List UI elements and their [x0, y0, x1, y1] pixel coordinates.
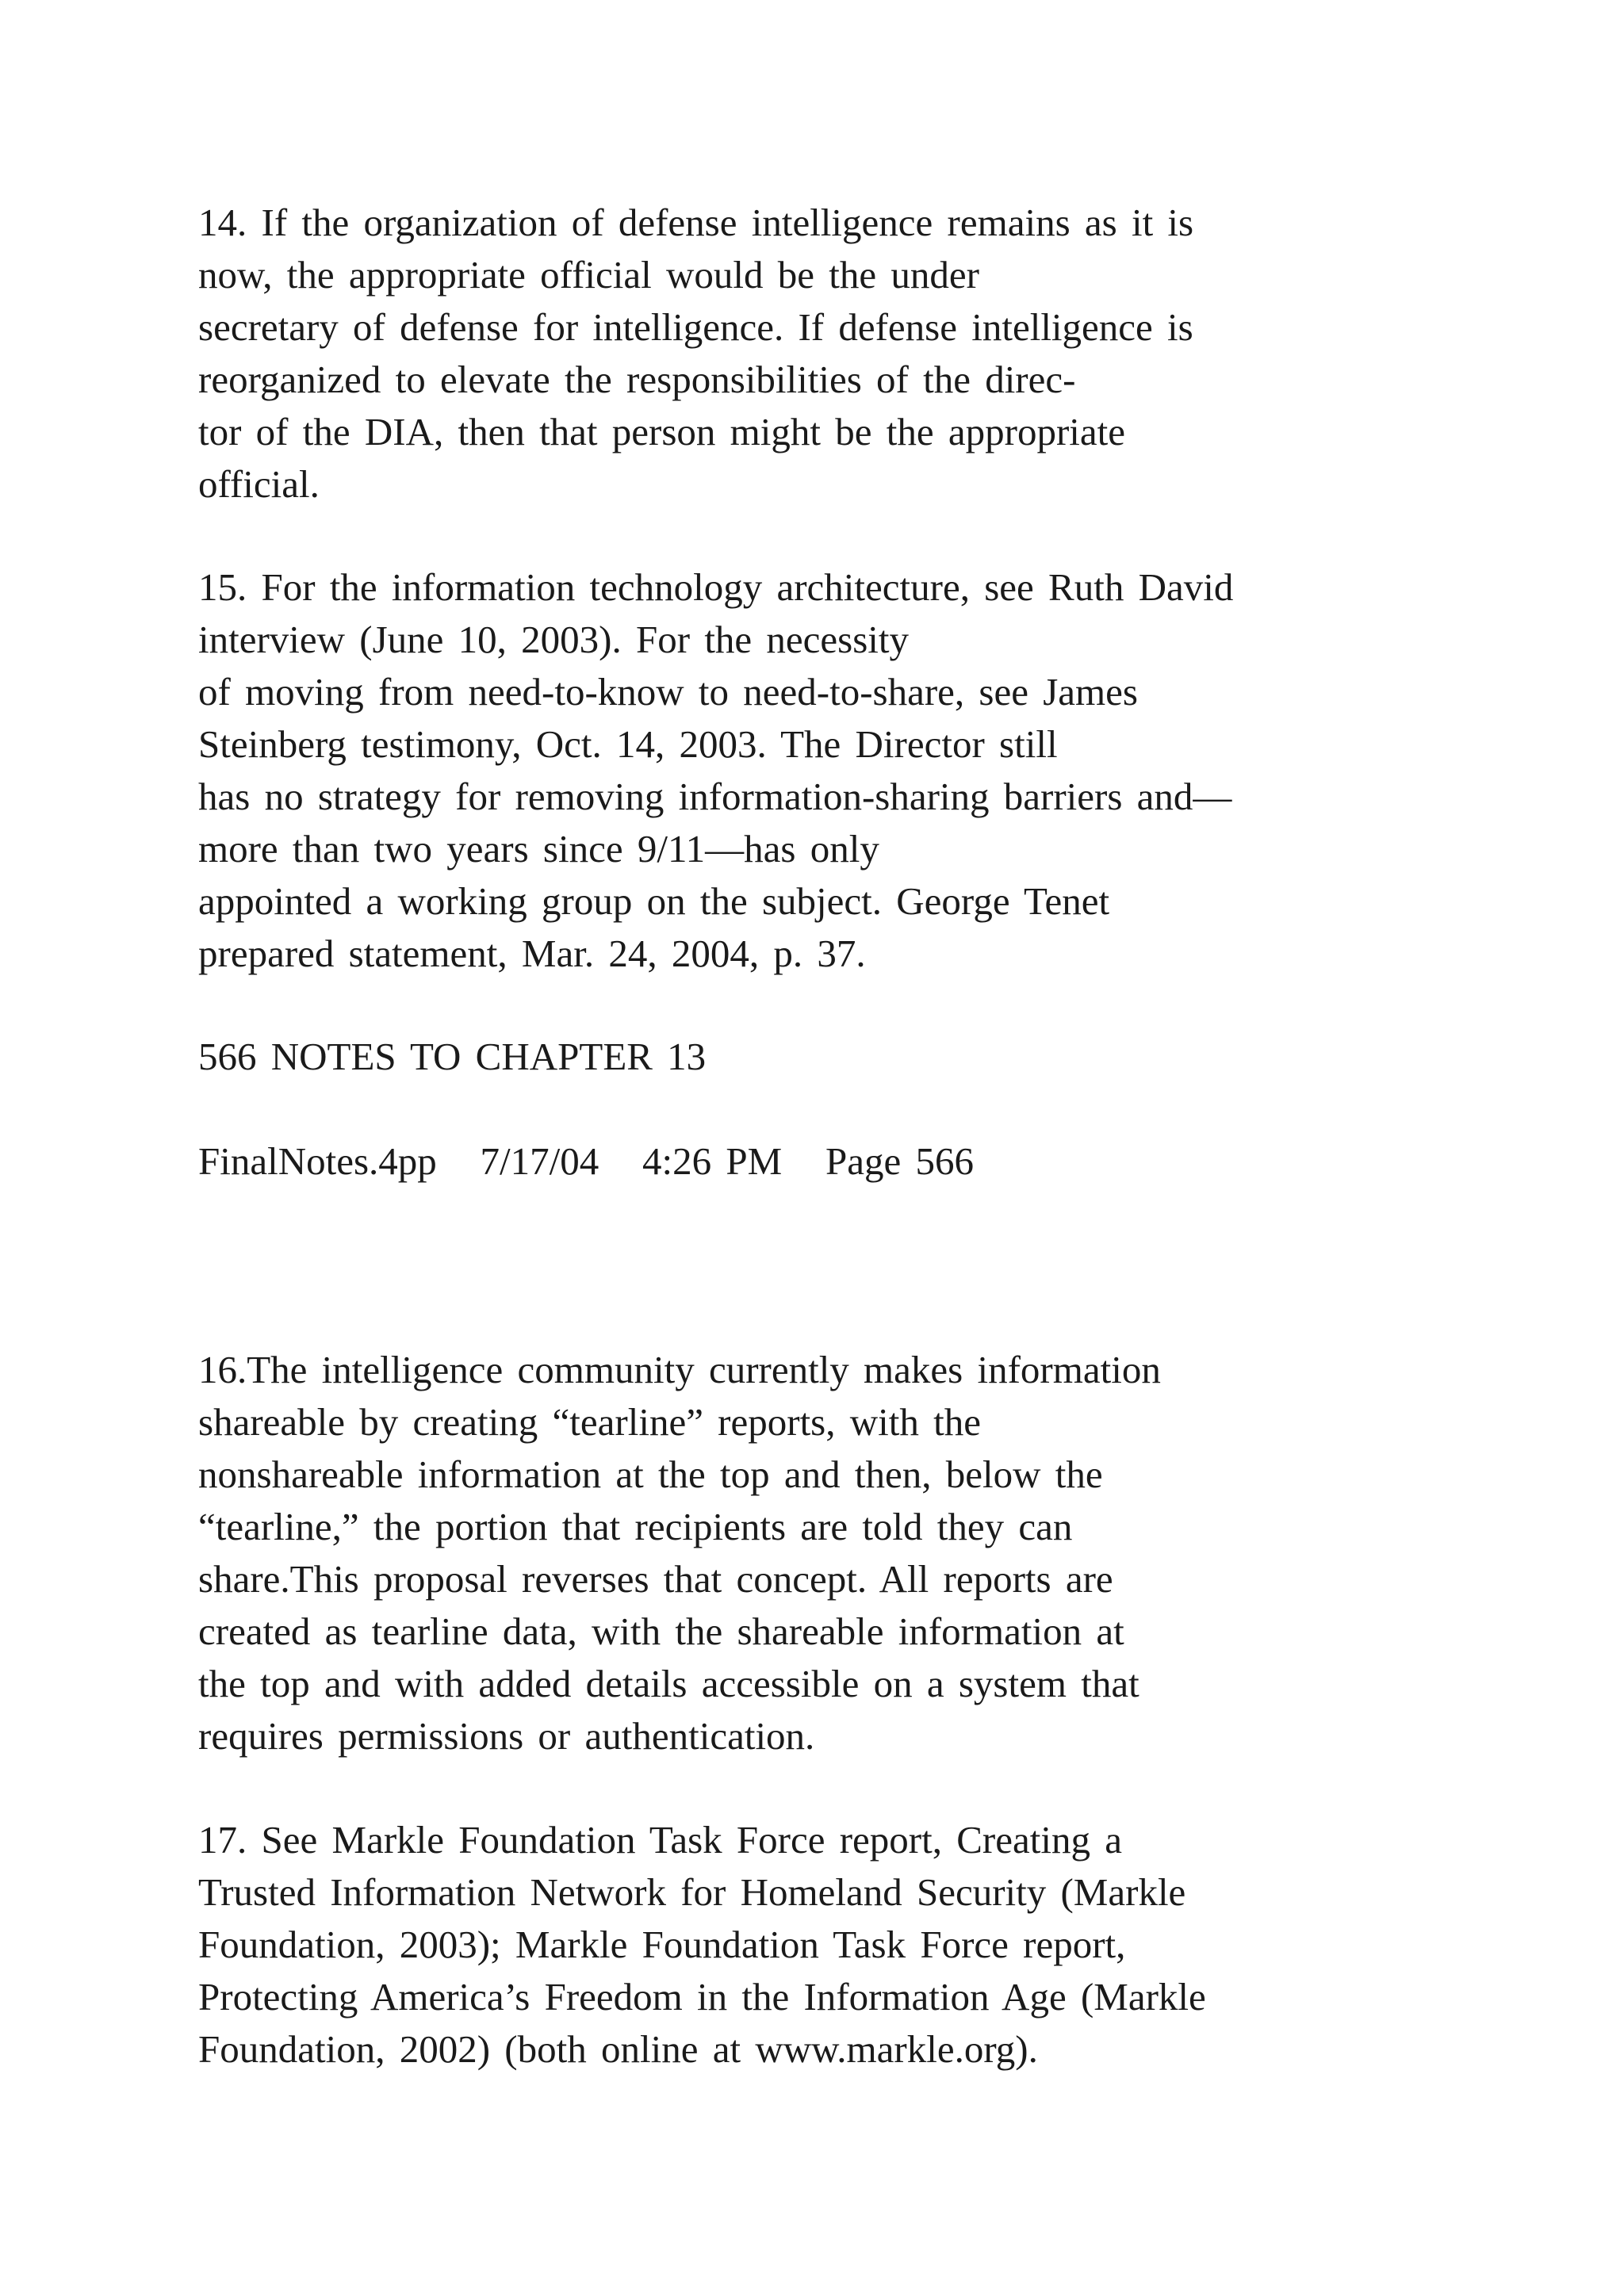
note-17-line: Foundation, 2003); Markle Foundation Task Force report,	[198, 1923, 1126, 1966]
note-17-line: Foundation, 2002) (both online at www.markle.org).	[198, 2027, 1038, 2071]
note-17	[198, 1814, 1499, 2076]
note-14-line: now, the appropriate official would be the under	[198, 253, 979, 297]
note-14-line: secretary of defense for intelligence. If defense intelligence is	[198, 305, 1193, 349]
print-slug-block	[198, 1135, 1499, 1188]
note-16-line: share.This proposal reverses that concept. All reports are	[198, 1557, 1113, 1601]
note-15-line: more than two years since 9/11—has only	[198, 827, 879, 871]
note-14	[198, 197, 1499, 511]
note-14-line: reorganized to elevate the responsibilities of the direc-	[198, 358, 1076, 401]
note-14-line: tor of the DIA, then that person might be the appropriate	[198, 410, 1125, 453]
running-footer: 566 NOTES TO CHAPTER 13	[198, 1035, 707, 1078]
note-15-line: interview (June 10, 2003). For the necessity	[198, 618, 910, 661]
note-15	[198, 561, 1499, 980]
note-14-line: official.	[198, 462, 320, 506]
note-16-line: shareable by creating “tearline” reports, with the	[198, 1400, 981, 1444]
note-16-line: “tearline,” the portion that recipients are told they can	[198, 1505, 1073, 1548]
note-15-line: prepared statement, Mar. 24, 2004, p. 37.	[198, 932, 866, 975]
note-16-line: created as tearline data, with the shareable information at	[198, 1609, 1124, 1653]
print-slug: FinalNotes.4pp 7/17/04 4:26 PM Page 566	[198, 1139, 974, 1183]
note-15-line: 15. For the information technology architecture, see Ruth David	[198, 565, 1234, 609]
note-15-line: appointed a working group on the subject. George Tenet	[198, 879, 1110, 923]
note-15-line: has no strategy for removing information-sharing barriers and—	[198, 775, 1232, 818]
note-14-line: 14. If the organization of defense intelligence remains as it is	[198, 201, 1194, 244]
note-16-line: nonshareable information at the top and then, below the	[198, 1452, 1103, 1496]
note-16-line: requires permissions or authentication.	[198, 1714, 815, 1758]
running-footer-block	[198, 1031, 1499, 1083]
note-15-line: Steinberg testimony, Oct. 14, 2003. The Director still	[198, 722, 1058, 766]
note-17-line: Trusted Information Network for Homeland Security (Markle	[198, 1870, 1186, 1914]
note-17-line: Protecting America’s Freedom in the Information Age (Markle	[198, 1975, 1206, 2019]
note-16	[198, 1344, 1499, 1762]
note-16-line: the top and with added details accessible on a system that	[198, 1662, 1139, 1705]
note-17-line: 17. See Markle Foundation Task Force report, Creating a	[198, 1818, 1122, 1862]
note-15-line: of moving from need-to-know to need-to-share, see James	[198, 670, 1138, 714]
note-16-line: 16.The intelligence community currently makes information	[198, 1348, 1161, 1391]
